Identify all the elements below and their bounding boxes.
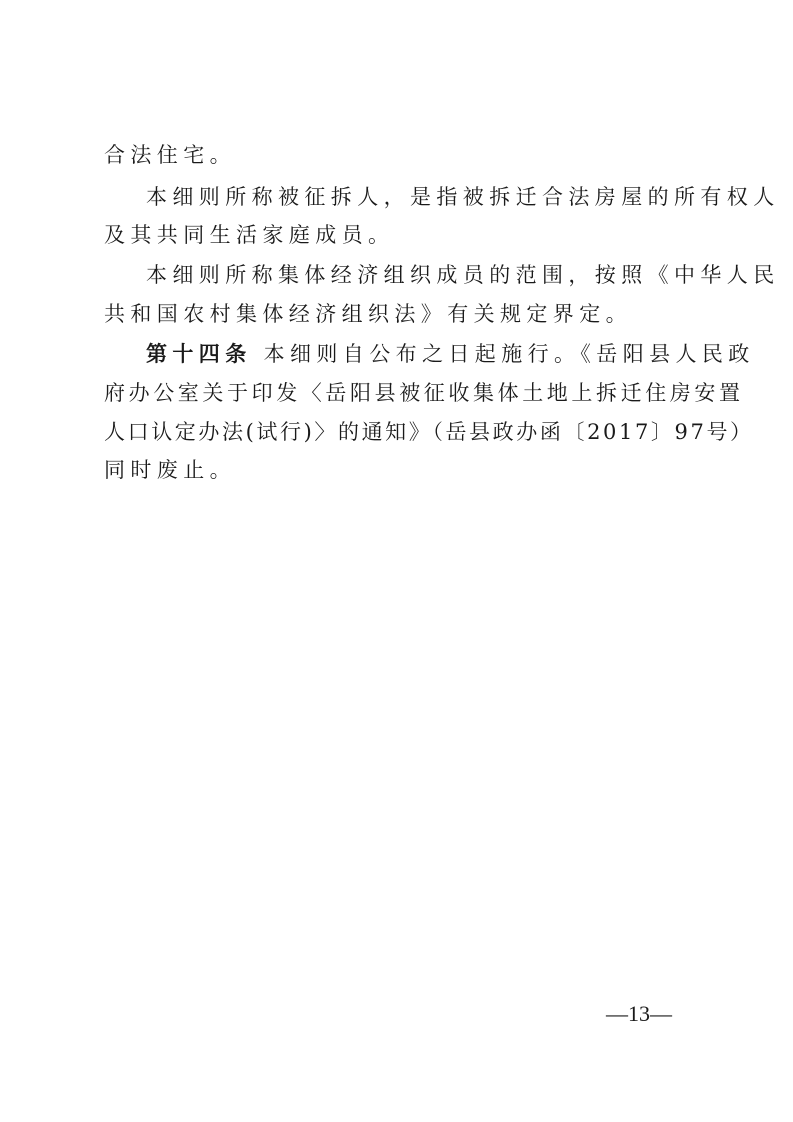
paragraph-2-line-1: 本细则所称被征拆人，是指被拆迁合法房屋的所有权人 — [146, 185, 780, 209]
page-number: —13— — [606, 1001, 672, 1026]
paragraph-4-line-2: 府办公室关于印发〈岳阳县被征收集体土地上拆迁住房安置 — [104, 381, 744, 405]
article-heading: 第十四条 — [146, 341, 252, 366]
paragraph-4-line-3: 人口认定办法(试行)〉的通知》（岳县政办函〔2017〕97号） — [104, 420, 754, 444]
article-text-1: 本细则自公布之日起施行。《岳阳县人民政 — [263, 342, 755, 366]
paragraph-3-line-1: 本细则所称集体经济组织成员的范围，按照《中华人民 — [146, 263, 780, 287]
paragraph-4-line-1 — [146, 340, 755, 368]
paragraph-4-line-4: 同时废止。 — [104, 458, 236, 482]
paragraph-1-line-1: 合法住宅。 — [104, 143, 236, 167]
paragraph-2-line-2: 及其共同生活家庭成员。 — [104, 223, 395, 247]
paragraph-3-line-2: 共和国农村集体经济组织法》有关规定界定。 — [104, 302, 632, 326]
